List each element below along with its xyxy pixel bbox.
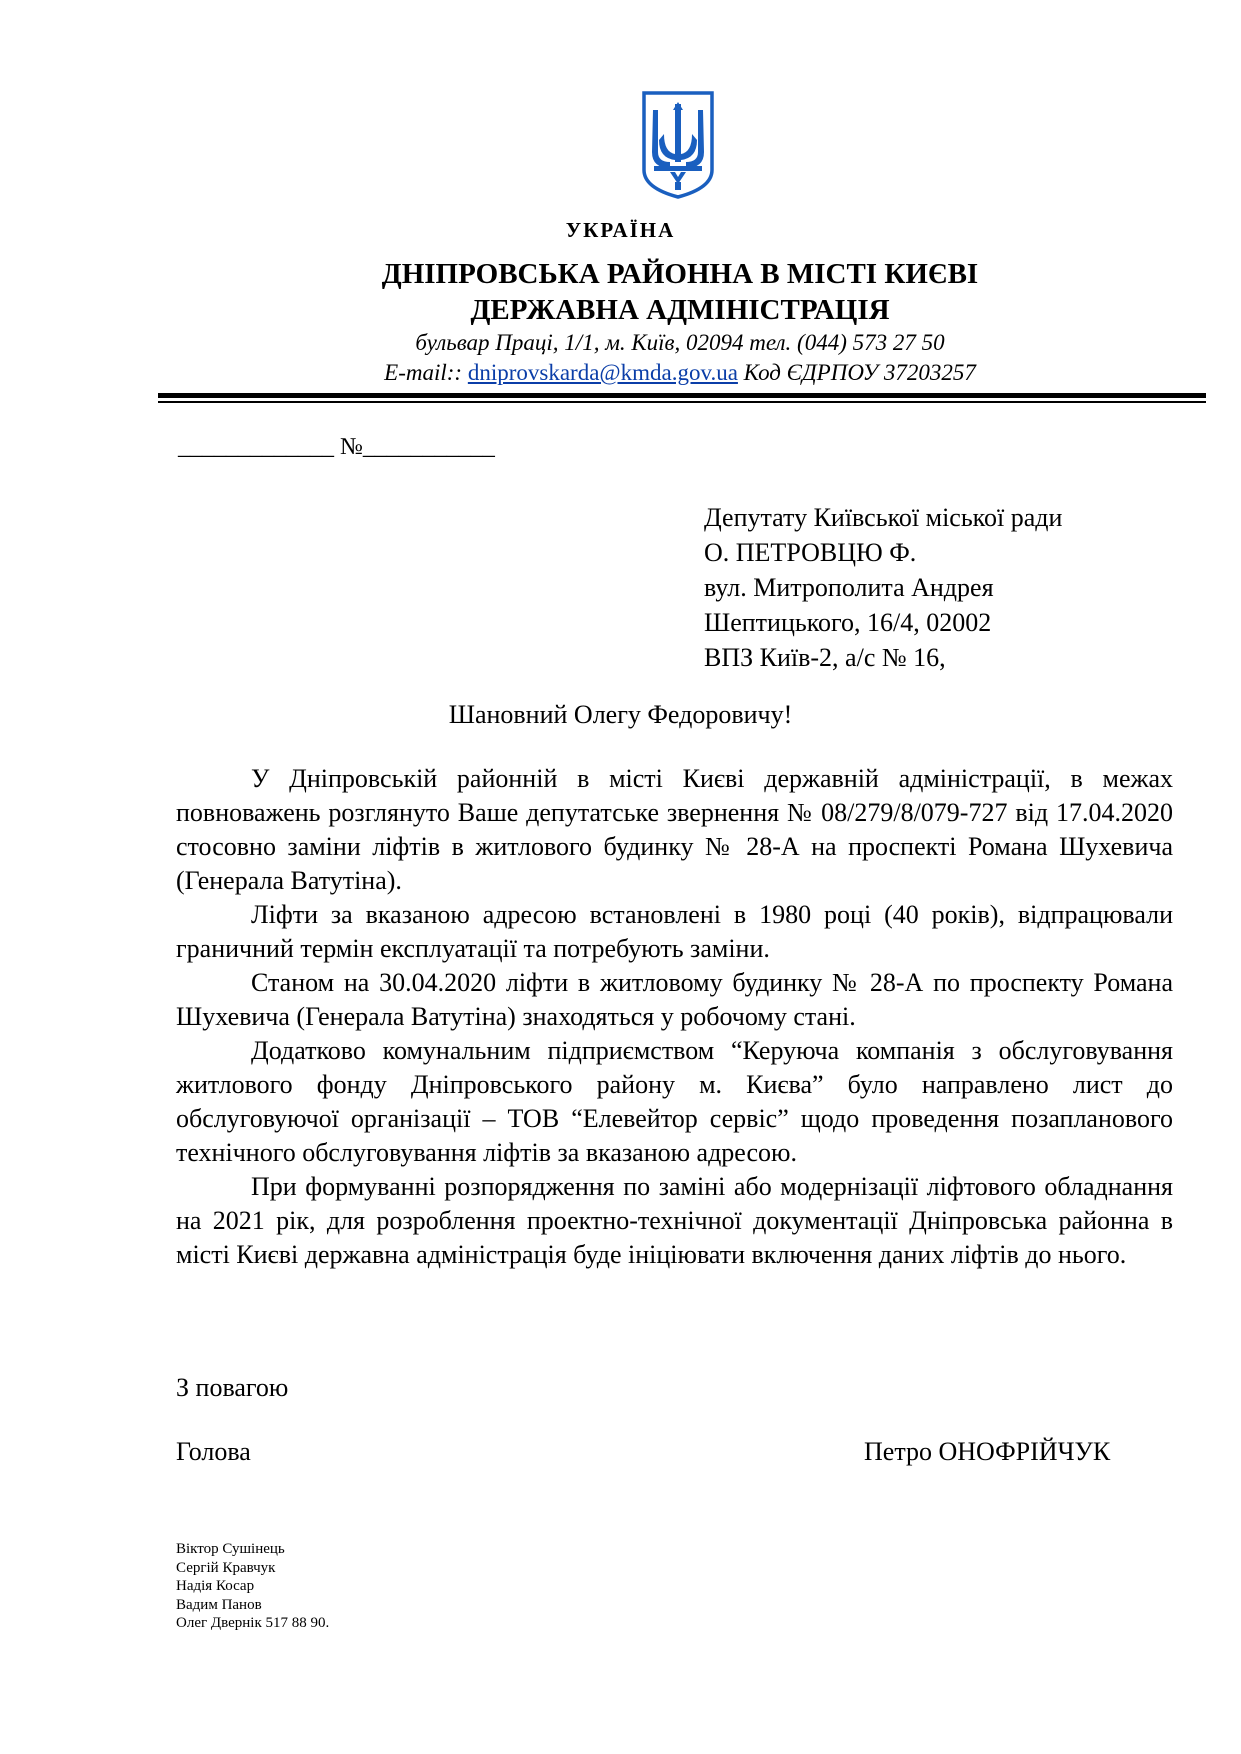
recipient-block [704, 500, 1062, 675]
signer-position: Голова [176, 1437, 251, 1466]
contact-line [0, 360, 1241, 386]
salutation: Шановний Олегу Федоровичу! [448, 700, 793, 729]
body-paragraph: Ліфти за вказаною адресою встановлені в 1980 році (40 років), відпрацювали граничний термін експлуатації та потребують заміни. [176, 900, 1173, 963]
registration-number-line: _____________ №___________ [178, 434, 495, 460]
organization-name-line1: ДНІПРОВСЬКА РАЙОННА В МІСТІ КИЄВІ [381, 258, 979, 290]
recipient-line: Депутату Київської міської ради [704, 503, 1063, 532]
email-label: E-mail:: [384, 360, 468, 385]
recipient-line: вул. Митрополита Андрея [704, 573, 994, 602]
recipient-line: О. ПЕТРОВЦЮ Ф. [704, 538, 917, 567]
country-name: УКРАЇНА [565, 218, 676, 242]
letter-body [176, 762, 1173, 1272]
email-link[interactable]: dniprovskarda@kmda.gov.ua [467, 360, 738, 385]
recipient-line: Шептицького, 16/4, 02002 [704, 608, 992, 637]
header-divider-thin [158, 401, 1206, 403]
body-paragraph: Станом на 30.04.2020 ліфти в житловому будинку № 28-А по проспекту Романа Шухевича (Генерала Ватутіна) знаходяться у робочому стані. [176, 968, 1173, 1031]
body-paragraph: Додатково комунальним підприємством “Керуюча компанія з обслуговування житлового фонду Дніпровського району м. Києва” було направлено лист до обслуговуючої організації – ТОВ “Елевейтор сервіс” щодо проведення позапланового технічного обслуговування ліфтів за вказаною адресою. [176, 1036, 1173, 1167]
recipient-line: ВПЗ Київ-2, а/с № 16, [704, 643, 946, 672]
executors-list [176, 1540, 329, 1633]
executor-name: Віктор Сушінець [176, 1541, 285, 1557]
executor-name: Вадим Панов [176, 1596, 262, 1613]
header-divider-thick [158, 393, 1206, 398]
signer-name: Петро ОНОФРІЙЧУК [864, 1437, 1111, 1466]
organization-name-line2: ДЕРЖАВНА АДМІНІСТРАЦІЯ [470, 294, 890, 326]
executor-name: Сергій Кравчук [176, 1559, 276, 1576]
executor-name: Надія Косар [176, 1578, 255, 1594]
edrpou-code: Код ЄДРПОУ 37203257 [737, 360, 976, 385]
body-paragraph: При формуванні розпорядження по заміні або модернізації ліфтового обладнання на 2021 рік, для розроблення проектно-технічної документації Дніпровська районна в місті Києві державна адміністрація буде ініціювати включення даних ліфтів до нього. [176, 1172, 1173, 1269]
body-paragraph: У Дніпровській районній в місті Києві державній адміністрації, в межах повноважень розглянуто Ваше депутатське звернення № 08/279/8/079-727 від 17.04.2020 стосовно заміни ліфтів в житлового будинку № 28-А на проспекті Романа Шухевича (Генерала Ватутіна). [176, 764, 1173, 895]
coat-of-arms-icon [640, 90, 716, 200]
organization-address: бульвар Праці, 1/1, м. Київ, 02094 тел. (044) 573 27 50 [415, 330, 945, 355]
executor-name: Олег Двернік 517 88 90. [176, 1615, 330, 1631]
closing-regards: З повагою [176, 1373, 289, 1402]
